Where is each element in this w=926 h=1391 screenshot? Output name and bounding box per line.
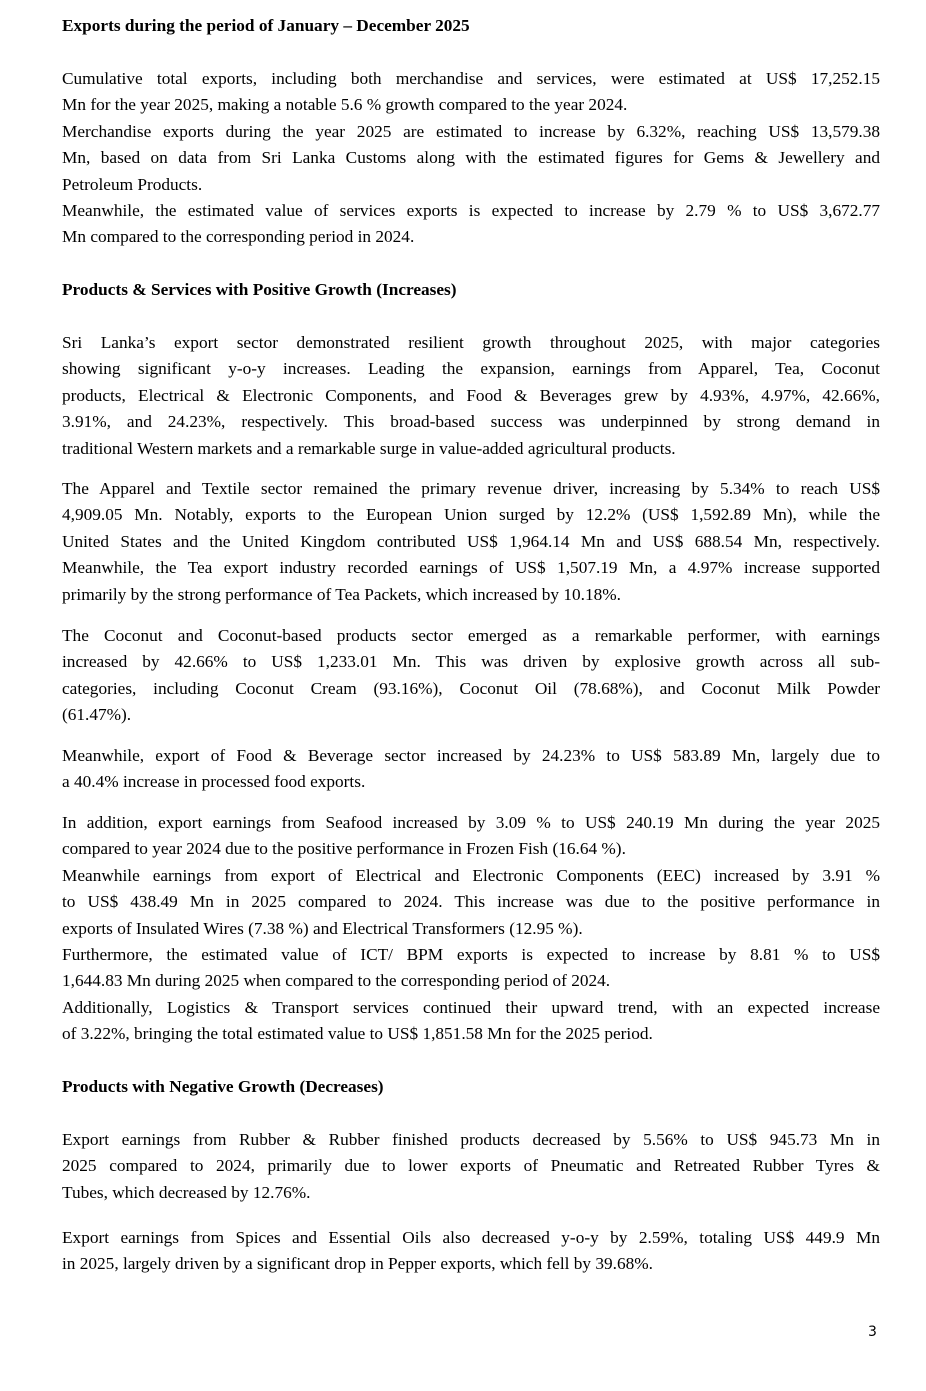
text-line: The Apparel and Textile sector remained the primary revenue driver, increasing by 5.34% to reach US$ [62, 479, 880, 498]
text-line: Merchandise exports during the year 2025 are estimated to increase by 6.32%, reaching US$ 13,579.38 [62, 122, 880, 141]
text-line: 4,909.05 Mn. Notably, exports to the European Union surged by 12.2% (US$ 1,592.89 Mn), while the [62, 505, 880, 525]
text-line: (61.47%). [62, 705, 132, 725]
text-line: Petroleum Products. [62, 174, 203, 194]
text-line: categories, including Coconut Cream (93.16%), Coconut Oil (78.68%), and Coconut Milk Powder [62, 678, 880, 698]
paragraph-total-exports [62, 66, 880, 119]
text-line: Meanwhile, export of Food & Beverage sector increased by 24.23% to US$ 583.89 Mn, largely due to [62, 746, 880, 765]
text-line: Cumulative total exports, including both merchandise and services, were estimated at US$ 17,252.15 [62, 69, 880, 88]
text-line: Mn compared to the corresponding period in 2024. [62, 227, 415, 247]
paragraph-spices [62, 1225, 880, 1278]
text-line: products, Electrical & Electronic Components, and Food & Beverages grew by 4.93%, 4.97%, 42.66%, [62, 385, 880, 405]
text-line: Export earnings from Rubber & Rubber finished products decreased by 5.56% to US$ 945.73 Mn in [62, 1130, 880, 1149]
text-line: to US$ 438.49 Mn in 2025 compared to 2024. This increase was due to the positive performance in [62, 892, 880, 912]
text-line: Sri Lanka’s export sector demonstrated resilient growth throughout 2025, with major categories [62, 333, 880, 352]
text-line: Furthermore, the estimated value of ICT/ BPM exports is expected to increase by 8.81 % to US$ [62, 945, 880, 964]
text-line: traditional Western markets and a remarkable surge in value-added agricultural products. [62, 438, 676, 458]
text-line: Tubes, which decreased by 12.76%. [62, 1182, 311, 1202]
text-line: showing significant y-o-y increases. Leading the expansion, earnings from Apparel, Tea, Coconut [62, 359, 880, 379]
paragraph-apparel-tea [62, 476, 880, 608]
text-line: compared to year 2024 due to the positive performance in Frozen Fish (16.64 %). [62, 839, 626, 859]
paragraph-coconut [62, 623, 880, 729]
paragraph-merchandise-exports [62, 119, 880, 198]
text-line: 3.91%, and 24.23%, respectively. This broad-based success was underpinned by strong demand in [62, 412, 880, 432]
text-line: of 3.22%, bringing the total estimated value to US$ 1,851.58 Mn for the 2025 period. [62, 1024, 653, 1044]
paragraph-eec [62, 863, 880, 942]
paragraph-services-exports [62, 198, 880, 251]
section-heading-negative-growth: Products with Negative Growth (Decreases) [62, 1077, 384, 1096]
text-line: 1,644.83 Mn during 2025 when compared to the corresponding period of 2024. [62, 971, 611, 991]
text-line: United States and the United Kingdom contributed US$ 1,964.14 Mn and US$ 688.54 Mn, respectively. [62, 531, 880, 551]
text-line: Additionally, Logistics & Transport services continued their upward trend, with an expected increase [62, 998, 880, 1017]
paragraph-food-beverage [62, 743, 880, 796]
section-heading-exports-period: Exports during the period of January – December 2025 [62, 16, 470, 35]
text-line: Meanwhile, the Tea export industry recorded earnings of US$ 1,507.19 Mn, a 4.97% increase supported [62, 558, 880, 578]
text-line: a 40.4% increase in processed food exports. [62, 772, 366, 792]
text-line: Meanwhile earnings from export of Electrical and Electronic Components (EEC) increased by 3.91 % [62, 866, 880, 885]
text-line: Meanwhile, the estimated value of services exports is expected to increase by 2.79 % to US$ 3,672.77 [62, 201, 880, 220]
text-line: In addition, export earnings from Seafood increased by 3.09 % to US$ 240.19 Mn during the year 2025 [62, 813, 880, 832]
text-line: Mn for the year 2025, making a notable 5.6 % growth compared to the year 2024. [62, 95, 628, 115]
text-line: Mn, based on data from Sri Lanka Customs along with the estimated figures for Gems & Jewellery and [62, 148, 880, 168]
paragraph-seafood [62, 810, 880, 863]
text-line: in 2025, largely driven by a significant drop in Pepper exports, which fell by 39.68%. [62, 1254, 653, 1274]
page-number: 3 [868, 1324, 877, 1340]
text-line: exports of Insulated Wires (7.38 %) and Electrical Transformers (12.95 %). [62, 918, 583, 938]
paragraph-logistics [62, 995, 880, 1048]
text-line: Export earnings from Spices and Essential Oils also decreased y-o-y by 2.59%, totaling US$ 449.9 Mn [62, 1228, 880, 1247]
text-line: 2025 compared to 2024, primarily due to lower exports of Pneumatic and Retreated Rubber Tyres & [62, 1156, 880, 1176]
paragraph-export-sector-overview [62, 330, 880, 462]
text-line: The Coconut and Coconut-based products sector emerged as a remarkable performer, with earnings [62, 626, 880, 645]
text-line: primarily by the strong performance of Tea Packets, which increased by 10.18%. [62, 584, 621, 604]
paragraph-ict-bpm [62, 942, 880, 995]
paragraph-rubber [62, 1127, 880, 1206]
section-heading-positive-growth: Products & Services with Positive Growth (Increases) [62, 280, 457, 299]
text-line: increased by 42.66% to US$ 1,233.01 Mn. This was driven by explosive growth across all sub- [62, 652, 880, 672]
